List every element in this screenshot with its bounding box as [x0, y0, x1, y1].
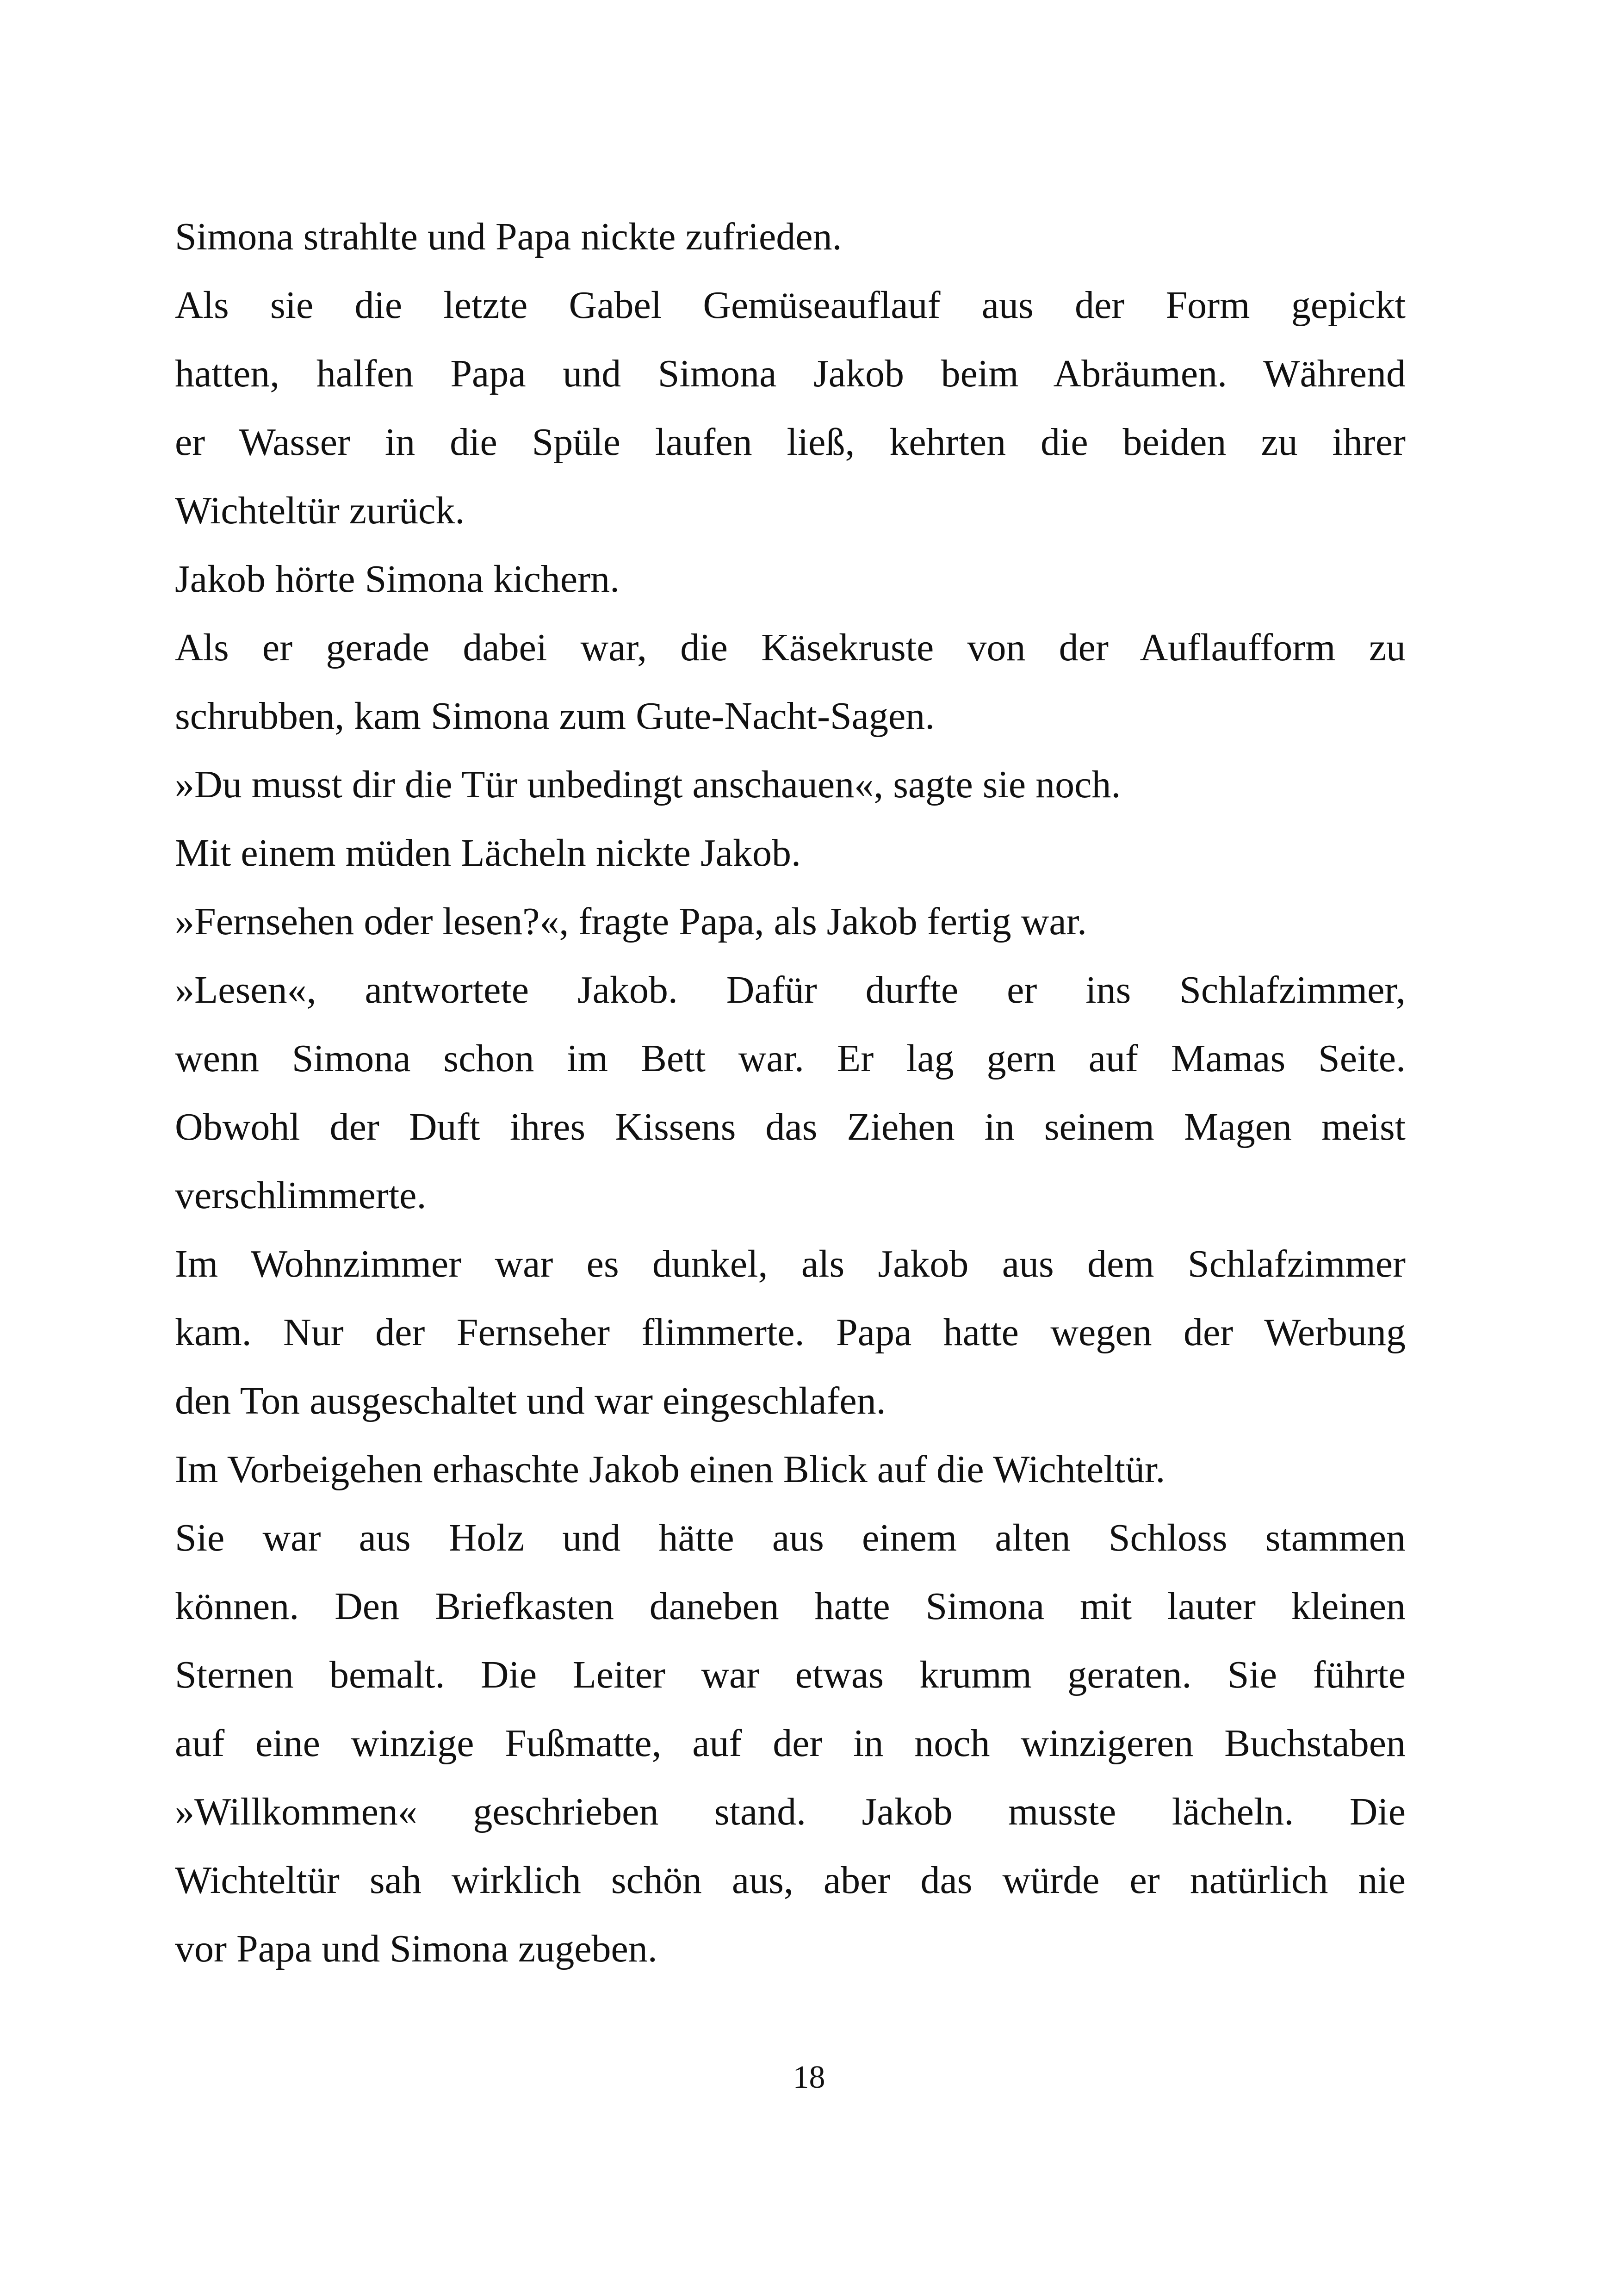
- text-line: »Willkommen« geschrieben stand. Jakob musste lächeln. Die: [175, 1790, 1406, 1833]
- text-line: »Fernsehen oder lesen?«, fragte Papa, als Jakob fertig war.: [175, 900, 1087, 943]
- text-line: »Du musst dir die Tür unbedingt anschauen«, sagte sie noch.: [175, 763, 1121, 806]
- text-line: hatten, halfen Papa und Simona Jakob beim Abräumen. Während: [175, 352, 1406, 395]
- text-line: Im Vorbeigehen erhaschte Jakob einen Blick auf die Wichteltür.: [175, 1448, 1165, 1491]
- text-line: Im Wohnzimmer war es dunkel, als Jakob aus dem Schlafzimmer: [175, 1242, 1406, 1285]
- text-line: Mit einem müden Lächeln nickte Jakob.: [175, 832, 801, 875]
- text-line: vor Papa und Simona zugeben.: [175, 1927, 657, 1970]
- text-line: Obwohl der Duft ihres Kissens das Ziehen in seinem Magen meist: [175, 1105, 1406, 1148]
- text-line: Als sie die letzte Gabel Gemüseauflauf aus der Form gepickt: [175, 284, 1406, 327]
- body-text: [175, 203, 1406, 1983]
- text-line: den Ton ausgeschaltet und war eingeschlafen.: [175, 1379, 886, 1422]
- text-line: Sie war aus Holz und hätte aus einem alten Schloss stammen: [175, 1516, 1406, 1559]
- text-line: auf eine winzige Fußmatte, auf der in noch winzigeren Buchstaben: [175, 1722, 1406, 1765]
- text-line: Simona strahlte und Papa nickte zufrieden.: [175, 215, 842, 258]
- text-line: Als er gerade dabei war, die Käsekruste von der Auflaufform zu: [175, 626, 1406, 669]
- text-line: schrubben, kam Simona zum Gute-Nacht-Sagen.: [175, 695, 935, 738]
- text-line: Jakob hörte Simona kichern.: [175, 558, 620, 601]
- text-line: Wichteltür zurück.: [175, 489, 465, 532]
- text-line: können. Den Briefkasten daneben hatte Simona mit lauter kleinen: [175, 1585, 1406, 1628]
- text-line: er Wasser in die Spüle laufen ließ, kehrten die beiden zu ihrer: [175, 421, 1406, 464]
- page-number: 18: [793, 2060, 825, 2095]
- text-line: kam. Nur der Fernseher flimmerte. Papa hatte wegen der Werbung: [175, 1311, 1406, 1354]
- text-line: verschlimmerte.: [175, 1174, 427, 1217]
- text-line: Sternen bemalt. Die Leiter war etwas krumm geraten. Sie führte: [175, 1653, 1406, 1696]
- text-line: »Lesen«, antwortete Jakob. Dafür durfte er ins Schlafzimmer,: [175, 968, 1406, 1011]
- text-line: Wichteltür sah wirklich schön aus, aber das würde er natürlich nie: [175, 1859, 1406, 1902]
- text-line: wenn Simona schon im Bett war. Er lag gern auf Mamas Seite.: [175, 1037, 1406, 1080]
